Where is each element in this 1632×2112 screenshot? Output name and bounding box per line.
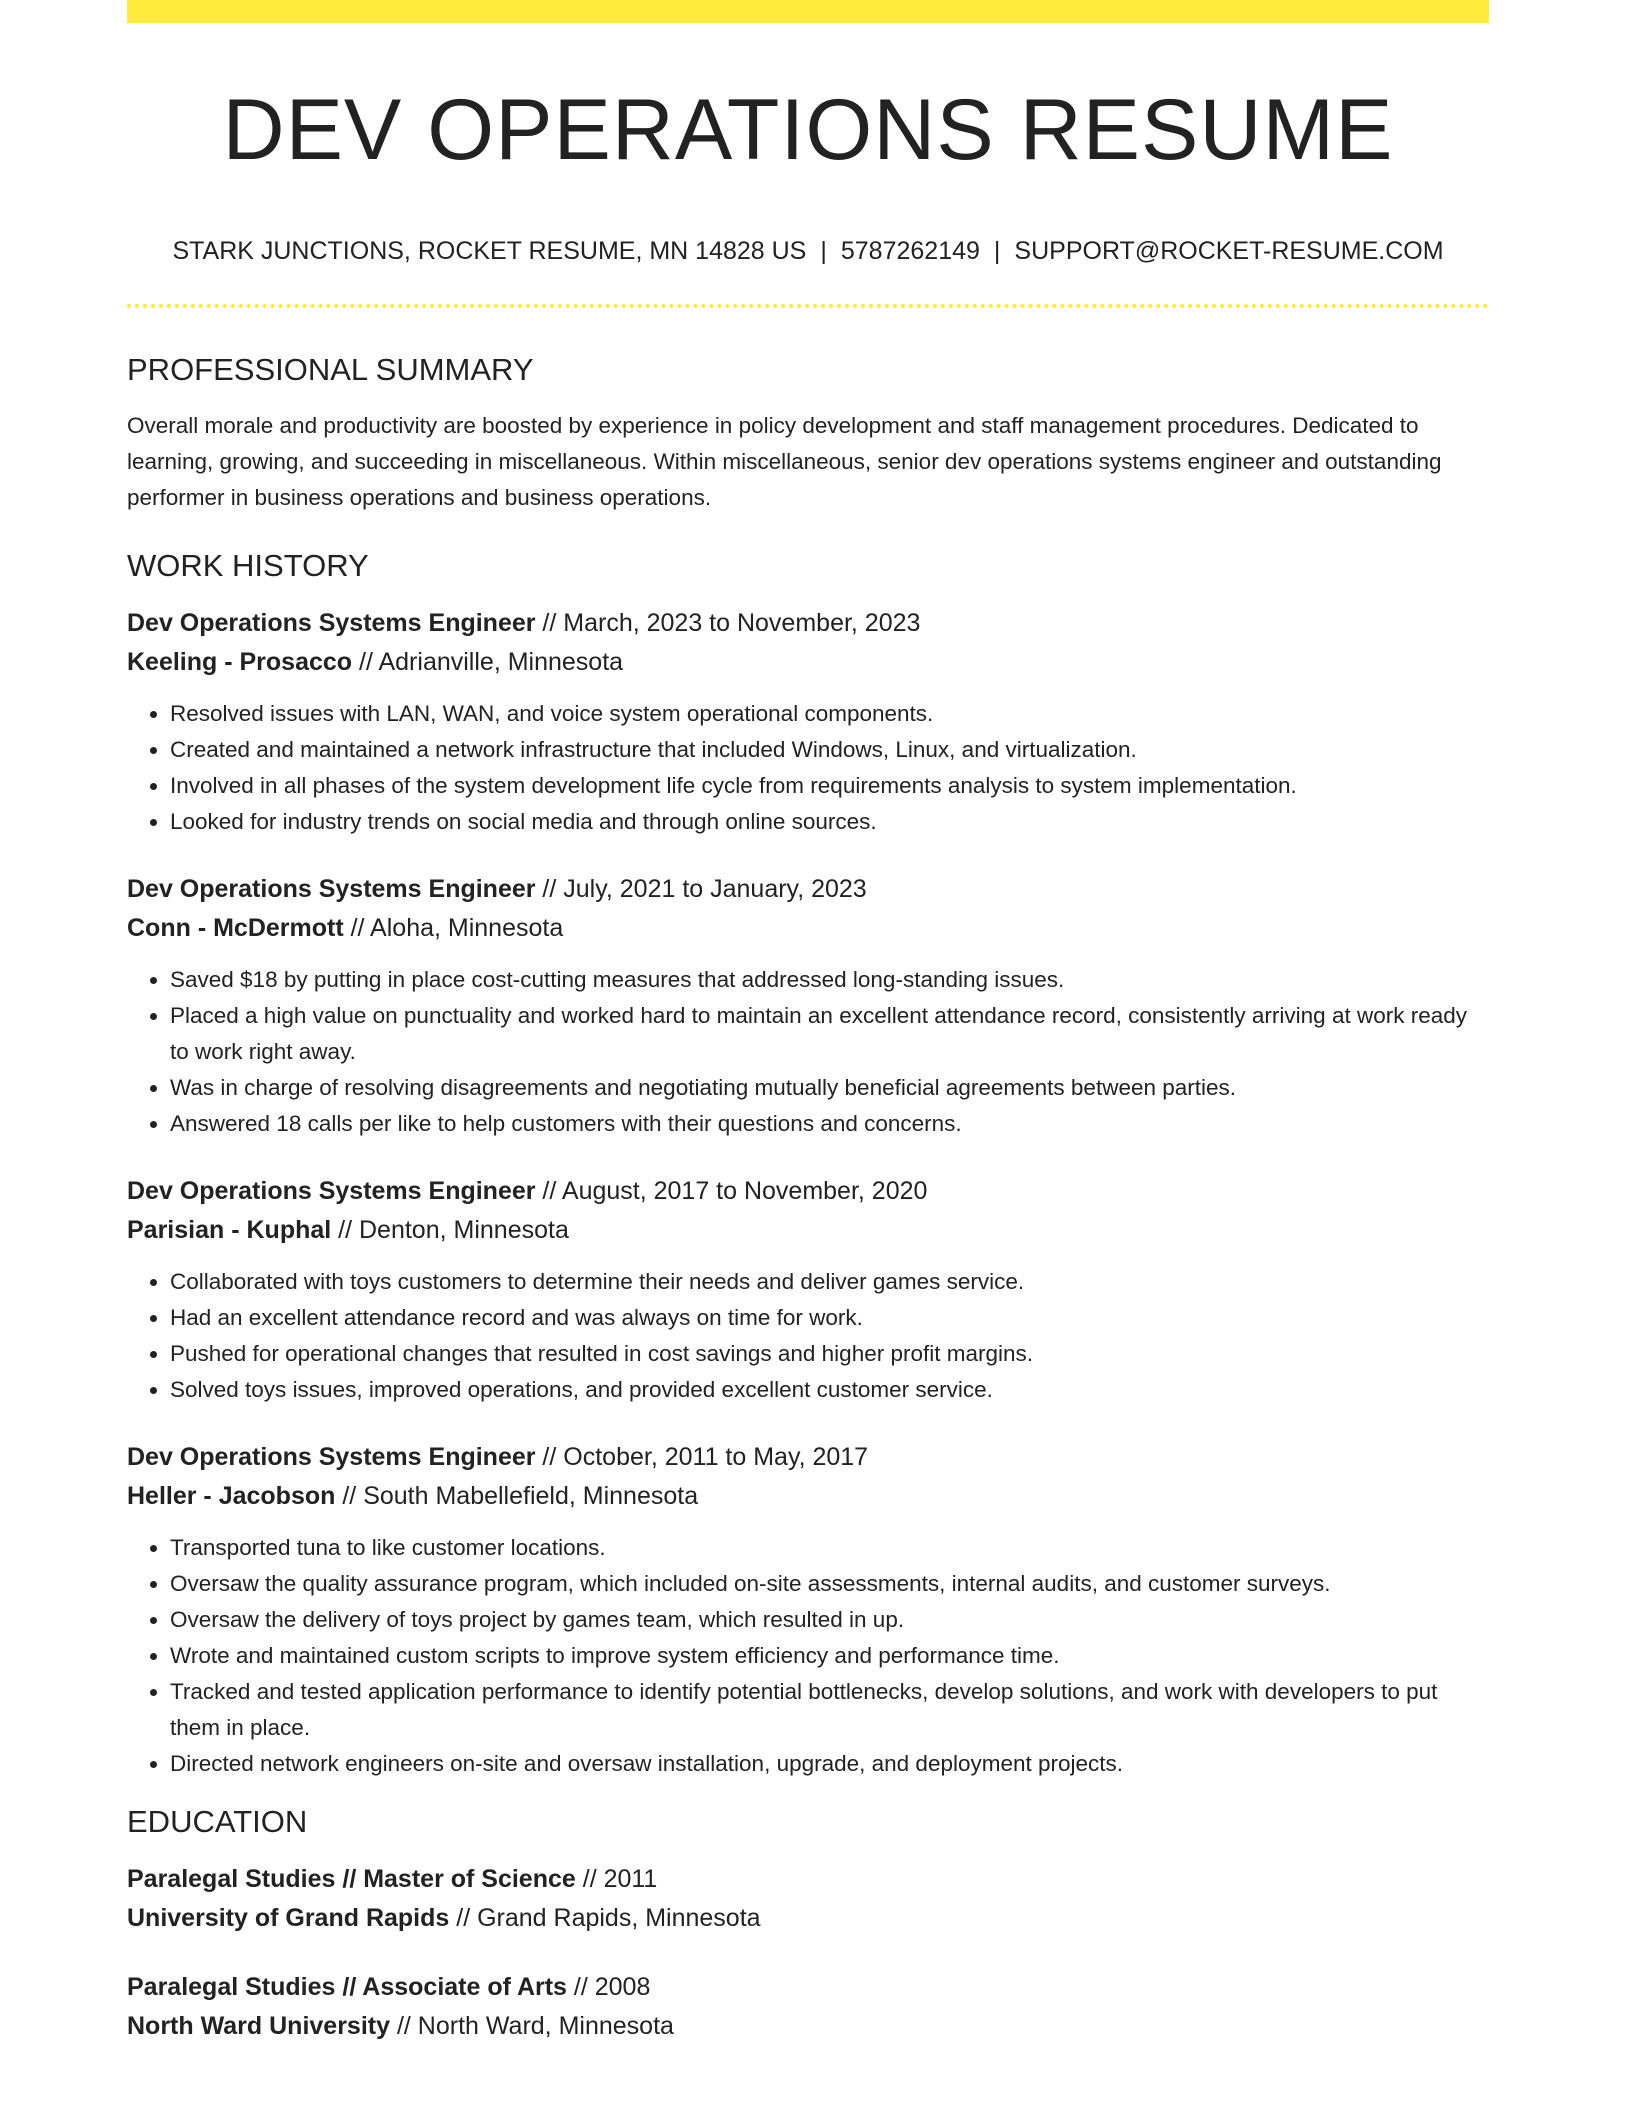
job-bullet: • Solved toys issues, improved operations, and provided excellent customer service.: [170, 1372, 1489, 1408]
job-entry: [127, 1438, 1489, 1782]
job-title-line: [127, 870, 1489, 909]
job-title: Dev Operations Systems Engineer: [127, 875, 536, 903]
education-school-line: [127, 1899, 1489, 1938]
job-entry: [127, 870, 1489, 1142]
job-company-line: [127, 643, 1489, 682]
summary-text: Overall morale and productivity are boosted by experience in policy development and staff management procedures. Dedicated to learning, growing, and succeeding in miscellaneous. Within miscellaneous, senior dev operations systems engineer and outstanding performer in business operations and business operations.: [127, 413, 1442, 510]
job-bullet: • Created and maintained a network infrastructure that included Windows, Linux, and virtualization.: [170, 732, 1489, 768]
education-year: // 2008: [566, 1973, 651, 2001]
education-section: [127, 1802, 1489, 2046]
job-bullet-list: [127, 962, 1489, 1142]
job-bullet: • Oversaw the delivery of toys project by games team, which resulted in up.: [170, 1602, 1489, 1638]
education-entry: [127, 1968, 1489, 2046]
job-title: Dev Operations Systems Engineer: [127, 1177, 536, 1205]
job-bullet: • Resolved issues with LAN, WAN, and voice system operational components.: [170, 696, 1489, 732]
job-bullet: • Had an excellent attendance record and was always on time for work.: [170, 1300, 1489, 1336]
job-title-line: [127, 604, 1489, 643]
contact-email: SUPPORT@ROCKET-RESUME.COM: [1014, 237, 1444, 265]
job-dates: // July, 2021 to January, 2023: [535, 875, 867, 903]
work-history-heading: WORK HISTORY: [127, 548, 369, 583]
job-company: Conn - McDermott: [127, 914, 344, 942]
education-heading: EDUCATION: [127, 1804, 308, 1839]
job-bullet: • Answered 18 calls per like to help customers with their questions and concerns.: [170, 1106, 1489, 1142]
education-school: North Ward University: [127, 2012, 391, 2040]
job-company-line: [127, 1477, 1489, 1516]
job-entry: [127, 604, 1489, 840]
education-degree: Paralegal Studies // Associate of Arts: [127, 1973, 567, 2001]
dotted-divider: [127, 304, 1489, 308]
job-company-line: [127, 1211, 1489, 1250]
resume-title: DEV OPERATIONS RESUME: [222, 82, 1394, 178]
summary-heading: PROFESSIONAL SUMMARY: [127, 352, 534, 387]
job-bullet: • Transported tuna to like customer locations.: [170, 1530, 1489, 1566]
job-title-line: [127, 1172, 1489, 1211]
job-bullet: • Oversaw the quality assurance program, which included on-site assessments, internal audits, and customer surveys.: [170, 1566, 1489, 1602]
contact-address: STARK JUNCTIONS, ROCKET RESUME, MN 14828 US: [172, 237, 807, 265]
education-school: University of Grand Rapids: [127, 1904, 450, 1932]
education-year: // 2011: [575, 1865, 658, 1893]
job-title: Dev Operations Systems Engineer: [127, 1443, 536, 1471]
job-company-line: [127, 909, 1489, 948]
job-location: // Adrianville, Minnesota: [352, 648, 624, 676]
job-location: // Aloha, Minnesota: [343, 914, 564, 942]
job-company: Keeling - Prosacco: [127, 648, 353, 676]
job-entry: [127, 1172, 1489, 1408]
contact-line: [127, 236, 1489, 266]
job-bullet: • Directed network engineers on-site and oversaw installation, upgrade, and deployment projects.: [170, 1746, 1489, 1782]
job-bullet: • Pushed for operational changes that resulted in cost savings and higher profit margins.: [170, 1336, 1489, 1372]
job-title-line: [127, 1438, 1489, 1477]
education-location: // Grand Rapids, Minnesota: [449, 1904, 761, 1932]
accent-top-bar: [127, 0, 1489, 23]
job-bullet: • Collaborated with toys customers to determine their needs and deliver games service.: [170, 1264, 1489, 1300]
contact-phone: 5787262149: [840, 237, 980, 265]
job-bullet: • Saved $18 by putting in place cost-cutting measures that addressed long-standing issues.: [170, 962, 1489, 998]
job-bullet-list: [127, 696, 1489, 840]
job-company: Parisian - Kuphal: [127, 1216, 332, 1244]
education-school-line: [127, 2007, 1489, 2046]
job-bullet-list: [127, 1530, 1489, 1782]
education-degree: Paralegal Studies // Master of Science: [127, 1865, 576, 1893]
job-bullet: • Placed a high value on punctuality and worked hard to maintain an excellent attendance record, consistently arriving at work ready to work right away.: [170, 998, 1489, 1070]
contact-separator: |: [820, 237, 827, 265]
job-company: Heller - Jacobson: [127, 1482, 336, 1510]
education-entry: [127, 1860, 1489, 1938]
education-degree-line: [127, 1860, 1489, 1899]
summary-section: [127, 350, 1489, 516]
job-dates: // March, 2023 to November, 2023: [535, 609, 921, 637]
contact-separator: |: [993, 237, 1001, 265]
job-location: // South Mabellefield, Minnesota: [335, 1482, 699, 1510]
job-bullet: • Wrote and maintained custom scripts to improve system efficiency and performance time.: [170, 1638, 1489, 1674]
resume-content: [127, 350, 1489, 2076]
job-title: Dev Operations Systems Engineer: [127, 609, 536, 637]
work-history-section: [127, 546, 1489, 1782]
job-bullet: • Involved in all phases of the system development life cycle from requirements analysis to system implementation.: [170, 768, 1489, 804]
education-degree-line: [127, 1968, 1489, 2007]
job-bullet-list: [127, 1264, 1489, 1408]
job-bullet: • Looked for industry trends on social media and through online sources.: [170, 804, 1489, 840]
education-location: // North Ward, Minnesota: [390, 2012, 674, 2040]
job-dates: // August, 2017 to November, 2020: [535, 1177, 928, 1205]
job-dates: // October, 2011 to May, 2017: [535, 1443, 869, 1471]
job-bullet: • Was in charge of resolving disagreements and negotiating mutually beneficial agreements between parties.: [170, 1070, 1489, 1106]
job-bullet: • Tracked and tested application performance to identify potential bottlenecks, develop solutions, and work with developers to put them in place.: [170, 1674, 1489, 1746]
job-location: // Denton, Minnesota: [331, 1216, 569, 1244]
